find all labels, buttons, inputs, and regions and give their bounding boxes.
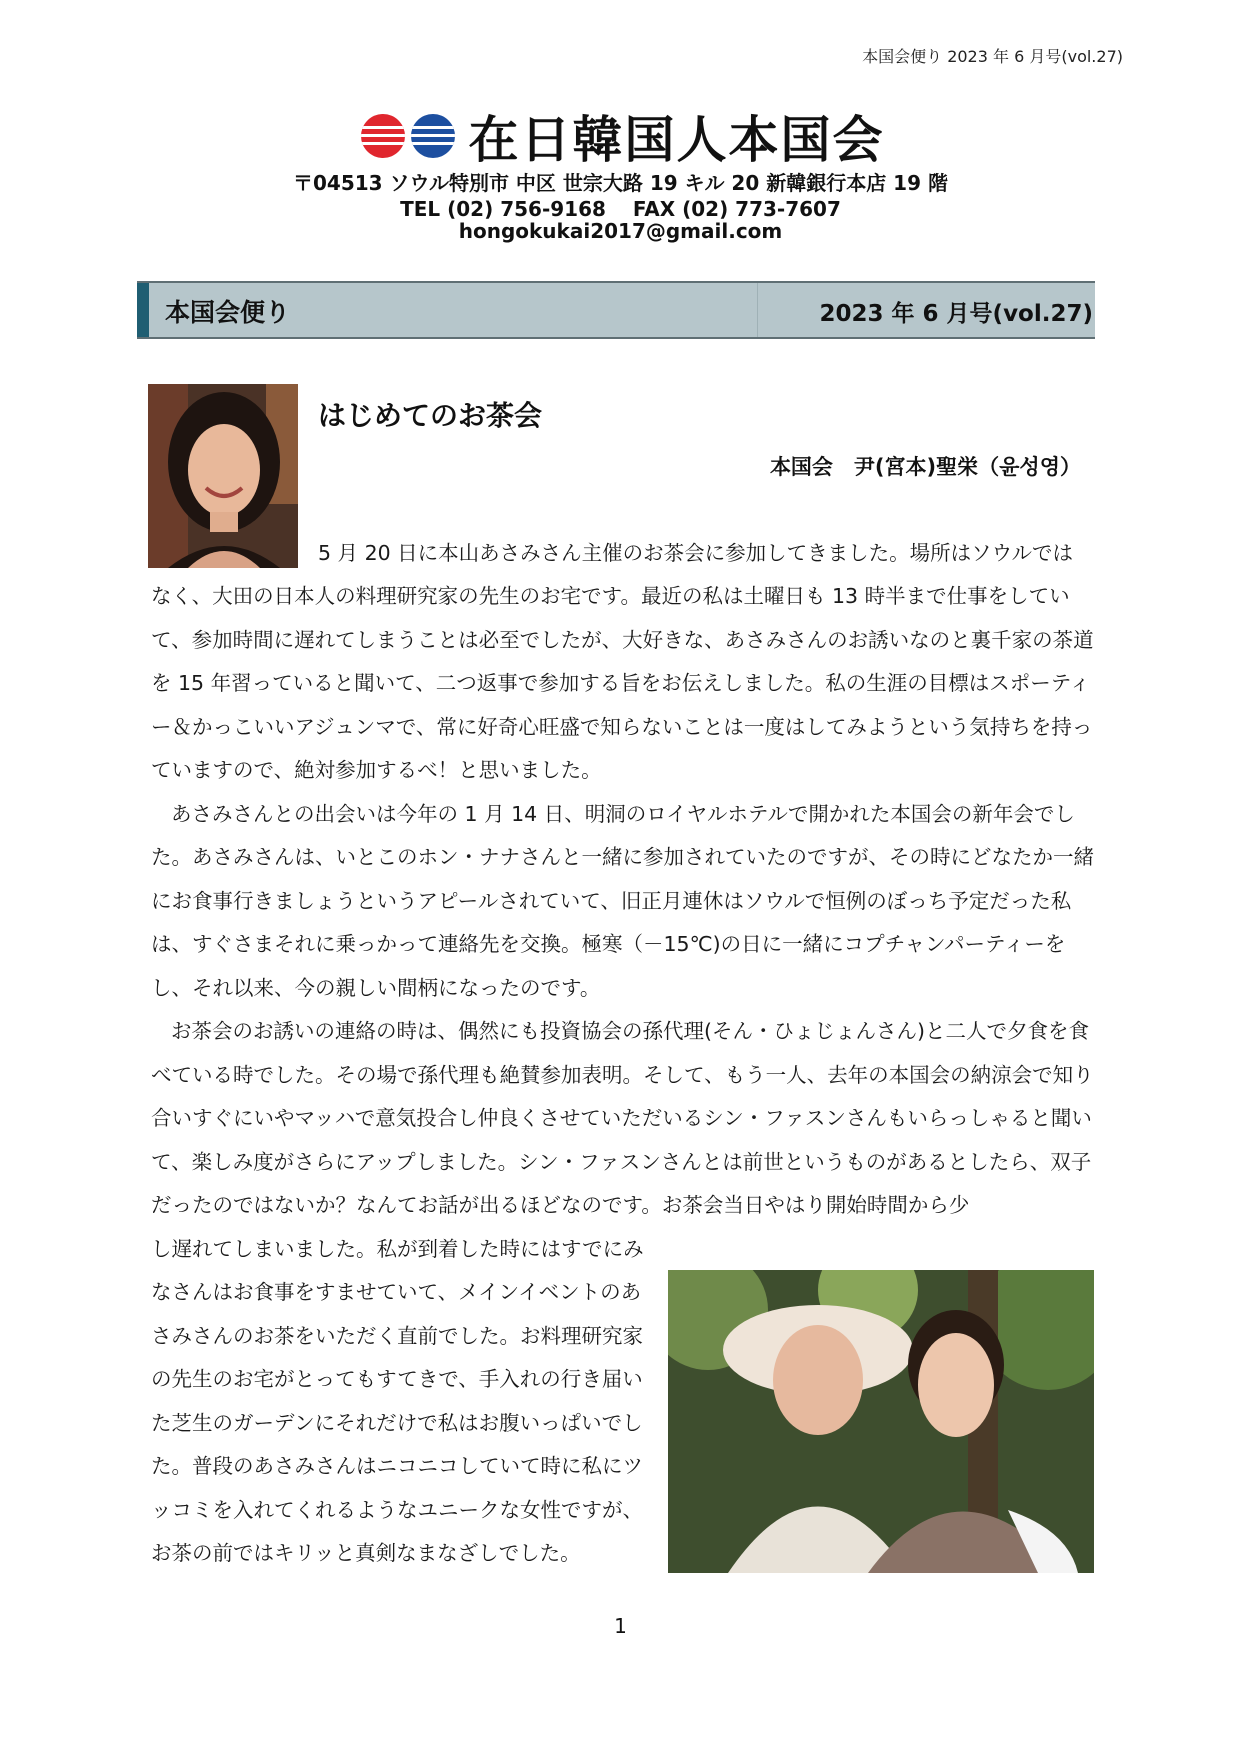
paragraph-2-text: あさみさんとの出会いは今年の 1 月 14 日、明洞のロイヤルホテルで開かれた本国会の新年会でした。あさみさんは、いとこのホン・ナナさんと一緒に参加されていたのですが、その時にどなたか一緒にお食事行きましょうというアピールされていて、旧正月連休はソウルで恒例のぼっち予定だった私は、すぐさまそれに乗っかって連絡先を交換。極寒（－15℃)の日に一緒にコプチャンパーティーをし、それ以来、今の親しい間柄になったのです。 xyxy=(151,801,1094,1000)
banner-accent-bar xyxy=(137,283,149,337)
paragraph-1: なく、大田の日本人の料理研究家の先生のお宅です。最近の私は土曜日も 13 時半まで仕事をしていて、参加時間に遅れてしまうことは必至でしたが、大好きな、あさみさんのお誘いなのと裏千家の茶道を 15 年習っていると聞いて、二つ返事で参加する旨をお伝えしました。私の生涯の目標はスポーティー＆かっこいいアジュンマで、常に好奇心旺盛で知らないことは一度はしてみようという気持ちを持っていますので、絶対参加するべ！と思いました。 xyxy=(151,584,1094,782)
tea-party-photo xyxy=(668,1270,1094,1573)
tel-fax: TEL (02) 756-9168 FAX (02) 773-7607 xyxy=(400,197,841,221)
paragraph-3-text: お茶会のお誘いの連絡の時は、偶然にも投資協会の孫代理(そん・ひょじょんさん)と二人で夕食を食べている時でした。その場で孫代理も絶賛参加表明。そして、もう一人、去年の本国会の納涼会で知り合いすぐにいやマッハで意気投合し仲良くさせていただいるシン・ファスンさんもいらっしゃると聞いて、楽しみ度がさらにアップしました。シン・ファスンさんとは前世というものがあるとしたら、双子だったのではないか？なんてお話が出るほどなのです。お茶会当日やはり開始時間から少 xyxy=(151,1019,1094,1217)
article-title: はじめてのお茶会 xyxy=(318,399,543,432)
org-name: 在日韓国人本国会 xyxy=(468,111,885,169)
address: 〒04513 ソウル特別市 中区 世宗大路 19 キル 20 新韓銀行本店 19 階 xyxy=(293,171,948,195)
article-byline: 本国会 尹(宮本)聖栄（윤성영） xyxy=(769,455,1081,479)
section-banner xyxy=(137,281,1095,339)
banner-title: 本国会便り xyxy=(165,298,291,327)
paragraph-1-first-line: 5 月 20 日に本山あさみさん主催のお茶会に参加してきました。場所はソウルでは xyxy=(318,541,1074,565)
header-meta: 本国会便り 2023 年 6 月号(vol.27) xyxy=(862,47,1123,66)
paragraph-2 xyxy=(151,793,1101,1011)
masthead xyxy=(0,100,1241,172)
paragraph-3 xyxy=(151,1010,1101,1228)
author-portrait xyxy=(148,384,298,568)
banner-divider xyxy=(757,283,758,337)
email-link[interactable]: hongokukai2017@gmail.com xyxy=(458,219,783,243)
banner-issue: 2023 年 6 月号(vol.27) xyxy=(819,301,1093,327)
org-logo-icon xyxy=(357,112,461,160)
page-number: 1 xyxy=(614,1614,627,1638)
paragraph-3-continued: し遅れてしまいました。私が到着した時にはすでにみなさんはお食事をすませていて、メインイベントのあさみさんのお茶をいただく直前でした。お料理研究家の先生のお宅がとってもすてきで、手入れの行き届いた芝生のガーデンにそれだけで私はお腹いっぱいでした。普段のあさみさんはニコニコしていて時に私にツッコミを入れてくれるようなユニークな女性ですが、お茶の前ではキリッと真剣なまなざしでした。 xyxy=(151,1236,644,1565)
